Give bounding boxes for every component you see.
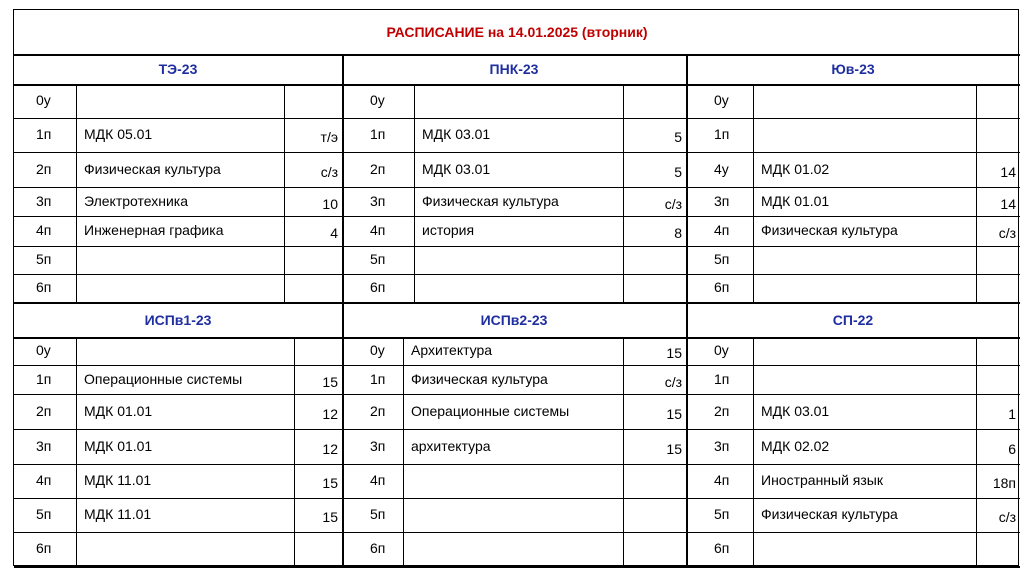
slot-label: 3п (370, 437, 386, 454)
group-name: ИСПв2-23 (480, 311, 548, 328)
slot-label: 4п (36, 222, 52, 238)
subject-name: Электротехника (84, 192, 189, 209)
slot-label: 5п (714, 506, 730, 522)
subject-name: Физическая культура (411, 370, 548, 387)
room-number: 15 (666, 440, 682, 457)
slot-label: 0у (714, 342, 729, 358)
slot-label: 1п (36, 370, 52, 387)
grid-line (342, 302, 344, 566)
slot-label: 4п (714, 222, 730, 238)
slot-label: 4п (370, 222, 386, 238)
room-number: 15 (322, 475, 338, 491)
subject-name (422, 86, 619, 114)
grid-line (14, 464, 1020, 465)
slot-label: 5п (370, 251, 386, 267)
subject-name: Физическая культура (761, 506, 898, 522)
room-number: 15 (666, 345, 682, 361)
subject-name (411, 534, 619, 562)
slot-label: 2п (370, 402, 386, 419)
room-number (978, 250, 1016, 274)
grid-line (14, 498, 1020, 499)
grid-line (686, 54, 688, 302)
slot-label: 0у (714, 92, 729, 108)
slot-label: 1п (370, 126, 386, 142)
room-number (296, 341, 338, 365)
subject-name (761, 339, 972, 361)
grid-line (14, 118, 1020, 119)
room-number: 5 (674, 129, 682, 145)
slot-label: 2п (370, 160, 386, 177)
room-number: с/з (998, 509, 1016, 525)
slot-label: 2п (36, 402, 52, 419)
room-number (625, 250, 682, 274)
slot-label: 3п (714, 437, 730, 454)
subject-name: история (422, 222, 475, 238)
grid-line (623, 337, 624, 566)
slot-label: 0у (370, 92, 385, 108)
subject-name: Иностранный язык (761, 472, 883, 488)
subject-name: МДК 03.01 (422, 126, 491, 142)
slot-label: 6п (714, 540, 730, 556)
subject-name: МДК 02.02 (761, 437, 830, 454)
slot-label: 6п (370, 540, 386, 556)
subject-name (84, 248, 280, 270)
room-number: с/з (664, 195, 682, 212)
subject-name (84, 534, 290, 562)
subject-name: МДК 01.01 (84, 402, 153, 419)
group-name: ПНК-23 (489, 61, 539, 77)
grid-line (414, 84, 415, 302)
slot-label: 2п (36, 160, 52, 177)
subject-name (761, 86, 972, 114)
slot-label: 6п (36, 279, 52, 295)
subject-name (761, 534, 972, 562)
grid-line (623, 84, 624, 302)
slot-label: 4у (714, 160, 729, 177)
grid-line (686, 302, 688, 566)
subject-name: МДК 03.01 (761, 402, 830, 419)
room-number: т/э (320, 129, 338, 145)
slot-label: 1п (36, 126, 52, 142)
subject-name: Операционные системы (84, 370, 243, 387)
grid-line (76, 84, 77, 302)
grid-line (14, 216, 1020, 217)
slot-label: 6п (36, 540, 52, 556)
subject-name (411, 466, 619, 494)
room-number: с/з (320, 163, 338, 180)
slot-label: 2п (714, 402, 730, 419)
slot-label: 3п (370, 192, 386, 209)
subject-name: МДК 01.01 (84, 437, 153, 454)
room-number: 8 (674, 225, 682, 241)
grid-line (14, 532, 1020, 533)
subject-name: Операционные системы (411, 402, 570, 419)
room-number (286, 278, 338, 302)
room-number (978, 536, 1016, 566)
subject-name (761, 367, 972, 390)
grid-line (753, 84, 754, 302)
slot-label: 1п (714, 370, 730, 387)
room-number: 15 (322, 509, 338, 525)
subject-name: Физическая культура (761, 222, 898, 238)
slot-label: 1п (714, 126, 730, 142)
slot-label: 3п (36, 192, 52, 209)
room-number: с/з (664, 373, 682, 390)
group-name: ТЭ-23 (158, 61, 198, 77)
room-number (625, 468, 682, 498)
grid-line (753, 337, 754, 566)
grid-line (14, 365, 1020, 366)
room-number: 12 (322, 440, 338, 457)
room-number (625, 88, 682, 118)
grid-line (403, 337, 404, 566)
grid-line (294, 337, 295, 566)
room-number (978, 369, 1016, 394)
slot-label: 3п (36, 437, 52, 454)
subject-name: МДК 11.01 (84, 472, 152, 488)
room-number (978, 278, 1016, 302)
subject-name (422, 276, 619, 298)
subject-name: архитектура (411, 437, 491, 454)
group-name: ИСПв1-23 (144, 311, 212, 328)
room-number (296, 536, 338, 566)
room-number (978, 88, 1016, 118)
grid-line (976, 84, 977, 302)
slot-label: 0у (370, 342, 385, 358)
subject-name (761, 120, 972, 148)
room-number: с/з (998, 225, 1016, 241)
room-number: 5 (674, 163, 682, 180)
grid-line (342, 54, 344, 302)
grid-line (14, 429, 1020, 430)
subject-name: Инженерная графика (84, 222, 224, 238)
subject-name: МДК 01.01 (761, 192, 830, 209)
slot-label: 6п (714, 279, 730, 295)
room-number: 18п (992, 475, 1016, 491)
room-number: 10 (322, 195, 338, 212)
slot-label: 5п (36, 251, 52, 267)
room-number (286, 250, 338, 274)
room-number: 12 (322, 405, 338, 422)
grid-line (14, 187, 1020, 188)
slot-label: 5п (370, 506, 386, 522)
subject-name (84, 339, 290, 361)
room-number (625, 278, 682, 302)
subject-name: МДК 05.01 (84, 126, 153, 142)
subject-name (84, 86, 280, 114)
grid-line (14, 394, 1020, 395)
group-name: Юв-23 (831, 61, 875, 77)
slot-label: 5п (714, 251, 730, 267)
subject-name (761, 276, 972, 298)
slot-label: 4п (370, 472, 386, 488)
grid-line (76, 337, 77, 566)
subject-name: МДК 11.01 (84, 506, 152, 522)
room-number (625, 536, 682, 566)
slot-label: 3п (714, 192, 730, 209)
grid-line (14, 152, 1020, 153)
subject-name (84, 276, 280, 298)
room-number (286, 88, 338, 118)
room-number (625, 502, 682, 532)
slot-label: 5п (36, 506, 52, 522)
room-number: 4 (330, 225, 338, 241)
room-number: 6 (1008, 440, 1016, 457)
group-name: СП-22 (832, 311, 874, 328)
slot-label: 1п (370, 370, 386, 387)
subject-name: МДК 03.01 (422, 160, 491, 177)
room-number: 14 (1000, 195, 1016, 212)
slot-label: 4п (36, 472, 52, 488)
room-number: 1 (1008, 405, 1016, 422)
slot-label: 0у (36, 92, 51, 108)
room-number (978, 122, 1016, 152)
page-title: РАСПИСАНИЕ на 14.01.2025 (вторник) (386, 24, 648, 40)
subject-name (411, 500, 619, 528)
grid-line (14, 246, 1020, 247)
room-number (978, 341, 1016, 365)
subject-name (422, 248, 619, 270)
subject-name (761, 248, 972, 270)
grid-line (14, 274, 1020, 275)
room-number: 15 (666, 405, 682, 422)
slot-label: 0у (36, 342, 51, 358)
grid-line (976, 337, 977, 566)
room-number: 15 (322, 373, 338, 390)
schedule-table (13, 9, 1019, 566)
room-number: 14 (1000, 163, 1016, 180)
subject-name: МДК 01.02 (761, 160, 830, 177)
slot-label: 6п (370, 279, 386, 295)
subject-name: Архитектура (411, 342, 493, 358)
subject-name: Физическая культура (422, 192, 559, 209)
slot-label: 4п (714, 472, 730, 488)
subject-name: Физическая культура (84, 160, 221, 177)
grid-line (284, 84, 285, 302)
grid-line (14, 566, 1020, 568)
